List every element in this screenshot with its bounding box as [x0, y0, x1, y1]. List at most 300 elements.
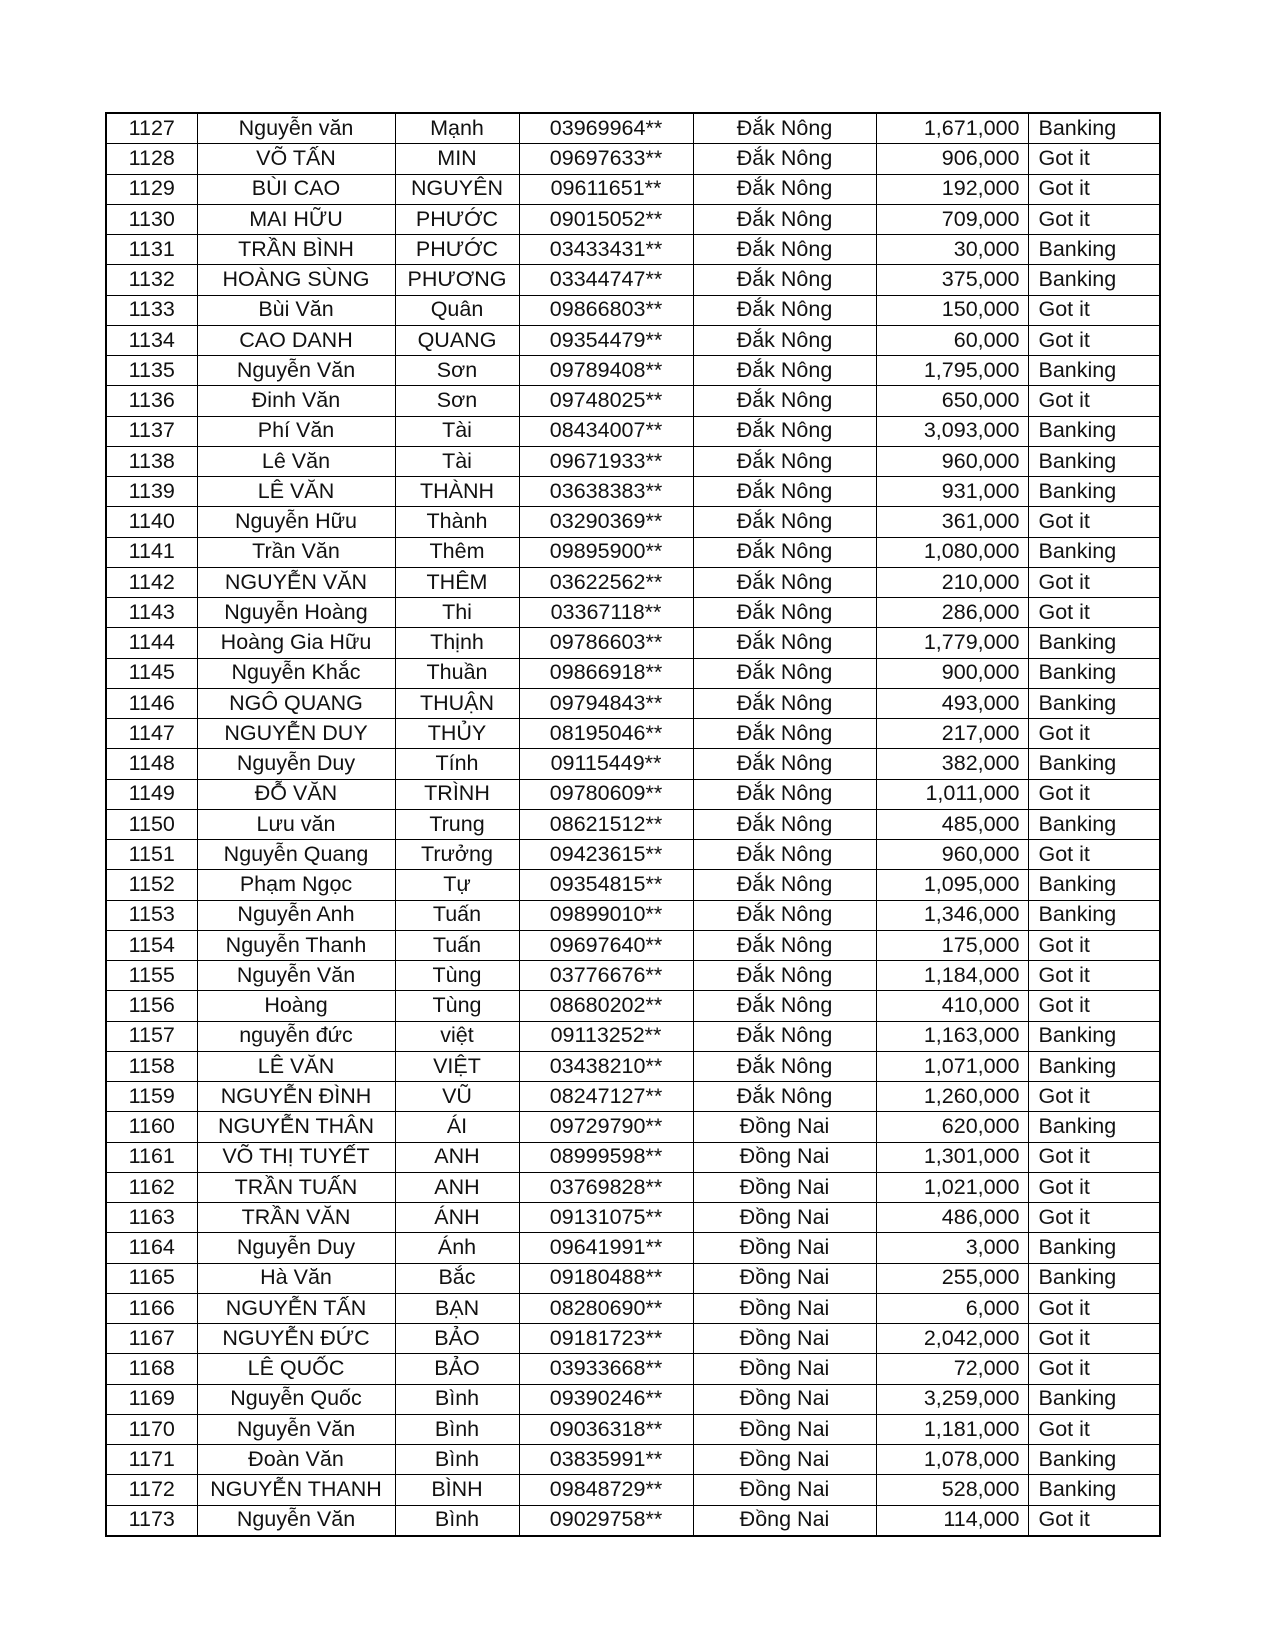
payment-method-cell: Banking — [1028, 446, 1160, 476]
phone-number-cell: 03776676** — [519, 961, 693, 991]
amount-cell: 620,000 — [876, 1112, 1028, 1142]
province-cell: Đắk Nông — [693, 416, 876, 446]
phone-number-cell: 09641991** — [519, 1233, 693, 1263]
province-cell: Đắk Nông — [693, 1051, 876, 1081]
phone-number-cell: 03933668** — [519, 1354, 693, 1384]
province-cell: Đắk Nông — [693, 598, 876, 628]
phone-number-cell: 09895900** — [519, 537, 693, 567]
family-name-cell: MAI HỮU — [197, 204, 395, 234]
province-cell: Đắk Nông — [693, 840, 876, 870]
family-name-cell: Nguyễn Quốc — [197, 1384, 395, 1414]
amount-cell: 375,000 — [876, 265, 1028, 295]
province-cell: Đắk Nông — [693, 325, 876, 355]
phone-number-cell: 09786603** — [519, 628, 693, 658]
amount-cell: 286,000 — [876, 598, 1028, 628]
amount-cell: 217,000 — [876, 719, 1028, 749]
family-name-cell: Đinh Văn — [197, 386, 395, 416]
province-cell: Đắk Nông — [693, 658, 876, 688]
table-row — [106, 386, 1160, 416]
family-name-cell: Nguyễn Duy — [197, 1233, 395, 1263]
payment-method-cell: Banking — [1028, 688, 1160, 718]
table-row — [106, 416, 1160, 446]
province-cell: Đồng Nai — [693, 1112, 876, 1142]
province-cell: Đắk Nông — [693, 749, 876, 779]
table-row — [106, 991, 1160, 1021]
row-number-cell: 1171 — [106, 1445, 197, 1475]
family-name-cell: Nguyễn Hữu — [197, 507, 395, 537]
table-row — [106, 295, 1160, 325]
family-name-cell: Nguyễn Văn — [197, 1505, 395, 1536]
family-name-cell: Hà Văn — [197, 1263, 395, 1293]
table-row — [106, 1112, 1160, 1142]
given-name-cell: Mạnh — [395, 113, 519, 144]
amount-cell: 1,080,000 — [876, 537, 1028, 567]
row-number-cell: 1136 — [106, 386, 197, 416]
given-name-cell: VŨ — [395, 1082, 519, 1112]
province-cell: Đồng Nai — [693, 1354, 876, 1384]
row-number-cell: 1153 — [106, 900, 197, 930]
family-name-cell: ĐỖ VĂN — [197, 779, 395, 809]
row-number-cell: 1130 — [106, 204, 197, 234]
given-name-cell: PHƯỚC — [395, 235, 519, 265]
phone-number-cell: 09181723** — [519, 1324, 693, 1354]
phone-number-cell: 03622562** — [519, 567, 693, 597]
winners-table — [105, 112, 1161, 1537]
payment-method-cell: Banking — [1028, 749, 1160, 779]
table-body — [106, 113, 1160, 1536]
payment-method-cell: Got it — [1028, 991, 1160, 1021]
phone-number-cell: 09697633** — [519, 144, 693, 174]
amount-cell: 528,000 — [876, 1475, 1028, 1505]
phone-number-cell: 09390246** — [519, 1384, 693, 1414]
family-name-cell: NGUYỄN ĐỨC — [197, 1324, 395, 1354]
given-name-cell: Thi — [395, 598, 519, 628]
phone-number-cell: 09113252** — [519, 1021, 693, 1051]
amount-cell: 382,000 — [876, 749, 1028, 779]
given-name-cell: Ánh — [395, 1233, 519, 1263]
payment-method-cell: Got it — [1028, 567, 1160, 597]
row-number-cell: 1163 — [106, 1203, 197, 1233]
table-row — [106, 204, 1160, 234]
given-name-cell: việt — [395, 1021, 519, 1051]
phone-number-cell: 09015052** — [519, 204, 693, 234]
row-number-cell: 1131 — [106, 235, 197, 265]
province-cell: Đắk Nông — [693, 174, 876, 204]
province-cell: Đồng Nai — [693, 1475, 876, 1505]
given-name-cell: Trưởng — [395, 840, 519, 870]
row-number-cell: 1150 — [106, 809, 197, 839]
payment-method-cell: Got it — [1028, 1082, 1160, 1112]
table-row — [106, 628, 1160, 658]
given-name-cell: THÀNH — [395, 477, 519, 507]
family-name-cell: Nguyễn Quang — [197, 840, 395, 870]
family-name-cell: CAO DANH — [197, 325, 395, 355]
province-cell: Đắk Nông — [693, 1021, 876, 1051]
family-name-cell: NGUYỄN THANH — [197, 1475, 395, 1505]
given-name-cell: ÁNH — [395, 1203, 519, 1233]
family-name-cell: Nguyễn Khắc — [197, 658, 395, 688]
phone-number-cell: 09697640** — [519, 930, 693, 960]
row-number-cell: 1129 — [106, 174, 197, 204]
table-row — [106, 1414, 1160, 1444]
given-name-cell: Tùng — [395, 991, 519, 1021]
row-number-cell: 1162 — [106, 1172, 197, 1202]
phone-number-cell: 09794843** — [519, 688, 693, 718]
table-row — [106, 1445, 1160, 1475]
phone-number-cell: 09899010** — [519, 900, 693, 930]
row-number-cell: 1160 — [106, 1112, 197, 1142]
row-number-cell: 1133 — [106, 295, 197, 325]
row-number-cell: 1168 — [106, 1354, 197, 1384]
province-cell: Đồng Nai — [693, 1445, 876, 1475]
phone-number-cell: 09423615** — [519, 840, 693, 870]
payment-method-cell: Got it — [1028, 1324, 1160, 1354]
payment-method-cell: Got it — [1028, 1354, 1160, 1384]
table-row — [106, 930, 1160, 960]
given-name-cell: TRÌNH — [395, 779, 519, 809]
given-name-cell: Thêm — [395, 537, 519, 567]
phone-number-cell: 09354815** — [519, 870, 693, 900]
amount-cell: 1,184,000 — [876, 961, 1028, 991]
payment-method-cell: Banking — [1028, 1021, 1160, 1051]
row-number-cell: 1140 — [106, 507, 197, 537]
payment-method-cell: Banking — [1028, 416, 1160, 446]
family-name-cell: NGÔ QUANG — [197, 688, 395, 718]
row-number-cell: 1145 — [106, 658, 197, 688]
row-number-cell: 1139 — [106, 477, 197, 507]
family-name-cell: TRẦN BÌNH — [197, 235, 395, 265]
payment-method-cell: Banking — [1028, 1445, 1160, 1475]
row-number-cell: 1154 — [106, 930, 197, 960]
row-number-cell: 1152 — [106, 870, 197, 900]
family-name-cell: TRẦN TUẤN — [197, 1172, 395, 1202]
table-row — [106, 144, 1160, 174]
table-row — [106, 809, 1160, 839]
payment-method-cell: Got it — [1028, 930, 1160, 960]
family-name-cell: LÊ QUỐC — [197, 1354, 395, 1384]
phone-number-cell: 09780609** — [519, 779, 693, 809]
table-row — [106, 1505, 1160, 1536]
phone-number-cell: 09848729** — [519, 1475, 693, 1505]
province-cell: Đồng Nai — [693, 1293, 876, 1323]
table-row — [106, 1384, 1160, 1414]
province-cell: Đắk Nông — [693, 204, 876, 234]
row-number-cell: 1157 — [106, 1021, 197, 1051]
family-name-cell: Hoàng Gia Hữu — [197, 628, 395, 658]
province-cell: Đồng Nai — [693, 1414, 876, 1444]
family-name-cell: NGUYỄN DUY — [197, 719, 395, 749]
payment-method-cell: Banking — [1028, 1112, 1160, 1142]
phone-number-cell: 09354479** — [519, 325, 693, 355]
province-cell: Đắk Nông — [693, 235, 876, 265]
phone-number-cell: 09611651** — [519, 174, 693, 204]
family-name-cell: Bùi Văn — [197, 295, 395, 325]
given-name-cell: BẢO — [395, 1324, 519, 1354]
amount-cell: 255,000 — [876, 1263, 1028, 1293]
payment-method-cell: Got it — [1028, 1505, 1160, 1536]
family-name-cell: Nguyễn Văn — [197, 961, 395, 991]
payment-method-cell: Got it — [1028, 507, 1160, 537]
given-name-cell: Bình — [395, 1384, 519, 1414]
amount-cell: 1,260,000 — [876, 1082, 1028, 1112]
province-cell: Đồng Nai — [693, 1384, 876, 1414]
row-number-cell: 1148 — [106, 749, 197, 779]
given-name-cell: Trung — [395, 809, 519, 839]
given-name-cell: THUẬN — [395, 688, 519, 718]
row-number-cell: 1172 — [106, 1475, 197, 1505]
table-row — [106, 1324, 1160, 1354]
payment-method-cell: Banking — [1028, 537, 1160, 567]
province-cell: Đắk Nông — [693, 1082, 876, 1112]
family-name-cell: TRẦN VĂN — [197, 1203, 395, 1233]
amount-cell: 410,000 — [876, 991, 1028, 1021]
table-row — [106, 567, 1160, 597]
amount-cell: 906,000 — [876, 144, 1028, 174]
row-number-cell: 1159 — [106, 1082, 197, 1112]
amount-cell: 486,000 — [876, 1203, 1028, 1233]
given-name-cell: QUANG — [395, 325, 519, 355]
amount-cell: 210,000 — [876, 567, 1028, 597]
family-name-cell: LÊ VĂN — [197, 1051, 395, 1081]
payment-method-cell: Banking — [1028, 113, 1160, 144]
amount-cell: 650,000 — [876, 386, 1028, 416]
family-name-cell: VÕ TẤN — [197, 144, 395, 174]
phone-number-cell: 08999598** — [519, 1142, 693, 1172]
province-cell: Đắk Nông — [693, 356, 876, 386]
given-name-cell: BẢO — [395, 1354, 519, 1384]
row-number-cell: 1137 — [106, 416, 197, 446]
given-name-cell: PHƯƠNG — [395, 265, 519, 295]
row-number-cell: 1169 — [106, 1384, 197, 1414]
family-name-cell: Lê Văn — [197, 446, 395, 476]
table-row — [106, 1142, 1160, 1172]
amount-cell: 150,000 — [876, 295, 1028, 325]
row-number-cell: 1127 — [106, 113, 197, 144]
phone-number-cell: 09131075** — [519, 1203, 693, 1233]
family-name-cell: Nguyễn Anh — [197, 900, 395, 930]
amount-cell: 960,000 — [876, 446, 1028, 476]
table-row — [106, 1475, 1160, 1505]
phone-number-cell: 03344747** — [519, 265, 693, 295]
amount-cell: 175,000 — [876, 930, 1028, 960]
table-row — [106, 779, 1160, 809]
table-row — [106, 840, 1160, 870]
amount-cell: 60,000 — [876, 325, 1028, 355]
amount-cell: 1,301,000 — [876, 1142, 1028, 1172]
phone-number-cell: 03638383** — [519, 477, 693, 507]
table-row — [106, 961, 1160, 991]
amount-cell: 192,000 — [876, 174, 1028, 204]
payment-method-cell: Banking — [1028, 900, 1160, 930]
family-name-cell: Nguyễn Duy — [197, 749, 395, 779]
amount-cell: 361,000 — [876, 507, 1028, 537]
table-row — [106, 1021, 1160, 1051]
province-cell: Đắk Nông — [693, 688, 876, 718]
amount-cell: 72,000 — [876, 1354, 1028, 1384]
province-cell: Đắk Nông — [693, 991, 876, 1021]
phone-number-cell: 08434007** — [519, 416, 693, 446]
table-row — [106, 113, 1160, 144]
phone-number-cell: 08195046** — [519, 719, 693, 749]
phone-number-cell: 03290369** — [519, 507, 693, 537]
given-name-cell: ÁI — [395, 1112, 519, 1142]
province-cell: Đắk Nông — [693, 477, 876, 507]
given-name-cell: BẠN — [395, 1293, 519, 1323]
province-cell: Đắk Nông — [693, 386, 876, 416]
table-row — [106, 174, 1160, 204]
given-name-cell: Thành — [395, 507, 519, 537]
table-row — [106, 325, 1160, 355]
given-name-cell: ANH — [395, 1142, 519, 1172]
phone-number-cell: 09748025** — [519, 386, 693, 416]
family-name-cell: NGUYỄN THÂN — [197, 1112, 395, 1142]
row-number-cell: 1135 — [106, 356, 197, 386]
payment-method-cell: Banking — [1028, 265, 1160, 295]
row-number-cell: 1134 — [106, 325, 197, 355]
province-cell: Đắk Nông — [693, 628, 876, 658]
province-cell: Đồng Nai — [693, 1142, 876, 1172]
phone-number-cell: 08621512** — [519, 809, 693, 839]
amount-cell: 3,093,000 — [876, 416, 1028, 446]
province-cell: Đắk Nông — [693, 719, 876, 749]
amount-cell: 3,259,000 — [876, 1384, 1028, 1414]
table-row — [106, 719, 1160, 749]
payment-method-cell: Banking — [1028, 1384, 1160, 1414]
province-cell: Đồng Nai — [693, 1203, 876, 1233]
given-name-cell: ANH — [395, 1172, 519, 1202]
payment-method-cell: Got it — [1028, 779, 1160, 809]
table-row — [106, 477, 1160, 507]
family-name-cell: BÙI CAO — [197, 174, 395, 204]
table-row — [106, 1233, 1160, 1263]
row-number-cell: 1164 — [106, 1233, 197, 1263]
amount-cell: 709,000 — [876, 204, 1028, 234]
province-cell: Đắk Nông — [693, 537, 876, 567]
amount-cell: 3,000 — [876, 1233, 1028, 1263]
given-name-cell: BÌNH — [395, 1475, 519, 1505]
amount-cell: 114,000 — [876, 1505, 1028, 1536]
row-number-cell: 1165 — [106, 1263, 197, 1293]
amount-cell: 1,078,000 — [876, 1445, 1028, 1475]
province-cell: Đắk Nông — [693, 113, 876, 144]
phone-number-cell: 09671933** — [519, 446, 693, 476]
row-number-cell: 1142 — [106, 567, 197, 597]
given-name-cell: Tài — [395, 446, 519, 476]
province-cell: Đắk Nông — [693, 446, 876, 476]
given-name-cell: Tuấn — [395, 900, 519, 930]
given-name-cell: Thuần — [395, 658, 519, 688]
province-cell: Đồng Nai — [693, 1505, 876, 1536]
table-row — [106, 1354, 1160, 1384]
row-number-cell: 1141 — [106, 537, 197, 567]
given-name-cell: Sơn — [395, 356, 519, 386]
row-number-cell: 1170 — [106, 1414, 197, 1444]
family-name-cell: Nguyễn Hoàng — [197, 598, 395, 628]
given-name-cell: Tự — [395, 870, 519, 900]
family-name-cell: nguyễn đức — [197, 1021, 395, 1051]
payment-method-cell: Banking — [1028, 809, 1160, 839]
payment-method-cell: Got it — [1028, 144, 1160, 174]
phone-number-cell: 09729790** — [519, 1112, 693, 1142]
row-number-cell: 1155 — [106, 961, 197, 991]
family-name-cell: VÕ THỊ TUYẾT — [197, 1142, 395, 1172]
payment-method-cell: Got it — [1028, 840, 1160, 870]
payment-method-cell: Got it — [1028, 204, 1160, 234]
family-name-cell: Nguyễn văn — [197, 113, 395, 144]
amount-cell: 1,021,000 — [876, 1172, 1028, 1202]
row-number-cell: 1167 — [106, 1324, 197, 1354]
phone-number-cell: 03835991** — [519, 1445, 693, 1475]
amount-cell: 30,000 — [876, 235, 1028, 265]
table-row — [106, 1263, 1160, 1293]
phone-number-cell: 03438210** — [519, 1051, 693, 1081]
province-cell: Đồng Nai — [693, 1233, 876, 1263]
given-name-cell: NGUYÊN — [395, 174, 519, 204]
payment-method-cell: Got it — [1028, 719, 1160, 749]
row-number-cell: 1149 — [106, 779, 197, 809]
given-name-cell: VIỆT — [395, 1051, 519, 1081]
amount-cell: 493,000 — [876, 688, 1028, 718]
family-name-cell: NGUYỄN TẤN — [197, 1293, 395, 1323]
phone-number-cell: 08680202** — [519, 991, 693, 1021]
phone-number-cell: 09180488** — [519, 1263, 693, 1293]
given-name-cell: THÊM — [395, 567, 519, 597]
given-name-cell: THỦY — [395, 719, 519, 749]
given-name-cell: Tùng — [395, 961, 519, 991]
payment-method-cell: Banking — [1028, 356, 1160, 386]
province-cell: Đắk Nông — [693, 900, 876, 930]
family-name-cell: NGUYỄN ĐÌNH — [197, 1082, 395, 1112]
amount-cell: 931,000 — [876, 477, 1028, 507]
phone-number-cell: 09036318** — [519, 1414, 693, 1444]
payment-method-cell: Banking — [1028, 235, 1160, 265]
table-row — [106, 1051, 1160, 1081]
given-name-cell: Thịnh — [395, 628, 519, 658]
table-row — [106, 265, 1160, 295]
table-row — [106, 658, 1160, 688]
row-number-cell: 1144 — [106, 628, 197, 658]
province-cell: Đắk Nông — [693, 961, 876, 991]
province-cell: Đắk Nông — [693, 295, 876, 325]
phone-number-cell: 09866803** — [519, 295, 693, 325]
table-row — [106, 446, 1160, 476]
family-name-cell: Đoàn Văn — [197, 1445, 395, 1475]
family-name-cell: Lưu văn — [197, 809, 395, 839]
table-row — [106, 1203, 1160, 1233]
row-number-cell: 1158 — [106, 1051, 197, 1081]
amount-cell: 1,071,000 — [876, 1051, 1028, 1081]
amount-cell: 6,000 — [876, 1293, 1028, 1323]
family-name-cell: LÊ VĂN — [197, 477, 395, 507]
table-row — [106, 749, 1160, 779]
payment-method-cell: Got it — [1028, 598, 1160, 628]
given-name-cell: Bình — [395, 1445, 519, 1475]
given-name-cell: MIN — [395, 144, 519, 174]
amount-cell: 1,095,000 — [876, 870, 1028, 900]
amount-cell: 485,000 — [876, 809, 1028, 839]
given-name-cell: Tài — [395, 416, 519, 446]
payment-method-cell: Banking — [1028, 1263, 1160, 1293]
phone-number-cell: 03969964** — [519, 113, 693, 144]
amount-cell: 2,042,000 — [876, 1324, 1028, 1354]
given-name-cell: Bình — [395, 1414, 519, 1444]
province-cell: Đồng Nai — [693, 1324, 876, 1354]
family-name-cell: Trần Văn — [197, 537, 395, 567]
given-name-cell: Quân — [395, 295, 519, 325]
family-name-cell: Phí Văn — [197, 416, 395, 446]
table-row — [106, 1293, 1160, 1323]
province-cell: Đắk Nông — [693, 507, 876, 537]
